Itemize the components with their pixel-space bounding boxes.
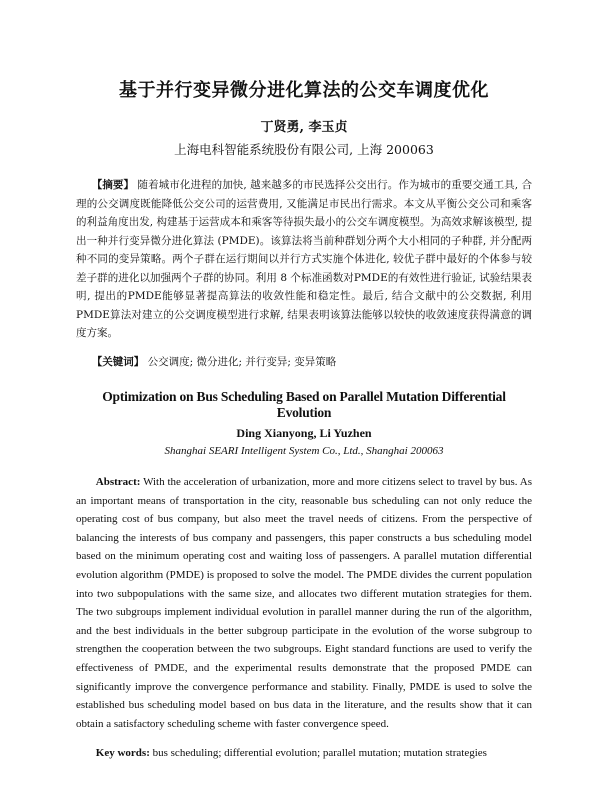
paper-page (0, 76, 600, 801)
chinese-abstract (76, 176, 532, 343)
chinese-abstract-text: 随着城市化进程的加快, 越来越多的市民选择公交出行。作为城市的重要交通工具, 合理的公交调度既能降低公交公司的运营费用, 又能满足市民出行需求。本文从平衡公交公司和乘客的利益角度出发, 构建基于运营成本和乘客等待损失最小的公交车调度模型。为高效求解该模型, 提出一种并行变异微分进化算法 (PMDE)。该算法将当前种群划分两个大小相同的子种群, 并分配两种不同的变异策略。两个子群在运行期间以并行方式实施个体进化, 较优子群中最好的个体参与较差子群的进化以加强两个子群的协同。利用 8 个标准函数对PMDE的有效性进行验证, 试验结果表明, 提出的PMDE能够显著提高算法的收敛性能和稳定性。最后, 结合文献中的公交数据, 利用PMDE算法对建立的公交调度模型进行求解, 结果表明该算法能够以较快的收敛速度获得满意的调度方案。 (76, 179, 533, 339)
chinese-keywords-text: 公交调度; 微分进化; 并行变异; 变异策略 (147, 356, 337, 368)
chinese-abstract-label: 【摘要】 (91, 179, 135, 191)
english-abstract-label: Abstract: (95, 476, 141, 488)
chinese-authors: 丁贤勇, 李玉贞 (260, 120, 348, 135)
english-keywords-label: Key words: (95, 747, 150, 760)
chinese-keywords (76, 353, 532, 371)
english-keywords (76, 744, 532, 762)
english-affiliation: Shanghai SEARI Intelligent System Co., Ltd., Shanghai 200063 (164, 445, 444, 457)
chinese-title: 基于并行变异微分进化算法的公交车调度优化 (119, 80, 489, 101)
english-abstract (76, 473, 532, 733)
chinese-keywords-label: 【关键词】 (91, 356, 145, 368)
english-keywords-text: bus scheduling; differential evolution; parallel mutation; mutation strategies (152, 747, 487, 760)
english-title: Optimization on Bus Scheduling Based on Parallel Mutation Differential Evolution (102, 389, 506, 420)
chinese-affiliation: 上海电科智能系统股份有限公司, 上海 200063 (174, 142, 434, 157)
english-abstract-text: With the acceleration of urbanization, more and more citizens select to travel by bus. As an important means of transportation in the city, reasonable bus scheduling can not only reduce the operating cost of bus company, but also meet the travel needs of citizens. From the perspective of balancing the interests of bus company and passengers, this paper constructs a bus scheduling model based on the minimum operating cost and waiting loss of passengers. A parallel mutation differential evolution algorithm (PMDE) is proposed to solve the model. The PMDE divides the current population into two subpopulations with the same size, and allocates two different mutation strategies for them. The two subgroups implement individual evolution in parallel manner during the run of the algorithm, and the best individuals in the better subgroup participate in the evolution of the worse subgroup to strengthen the cooperation between the two subgroups. Eight standard functions are used to verify the effectiveness of PMDE, and the experimental results demonstrate that the proposed PMDE can significantly improve the convergence performance and stability. Finally, PMDE is used to solve the established bus scheduling model based on bus data in the literature, and the results show that it can obtain a satisfactory scheduling scheme with faster convergence speed. (76, 476, 532, 730)
english-authors: Ding Xianyong, Li Yuzhen (236, 426, 372, 440)
